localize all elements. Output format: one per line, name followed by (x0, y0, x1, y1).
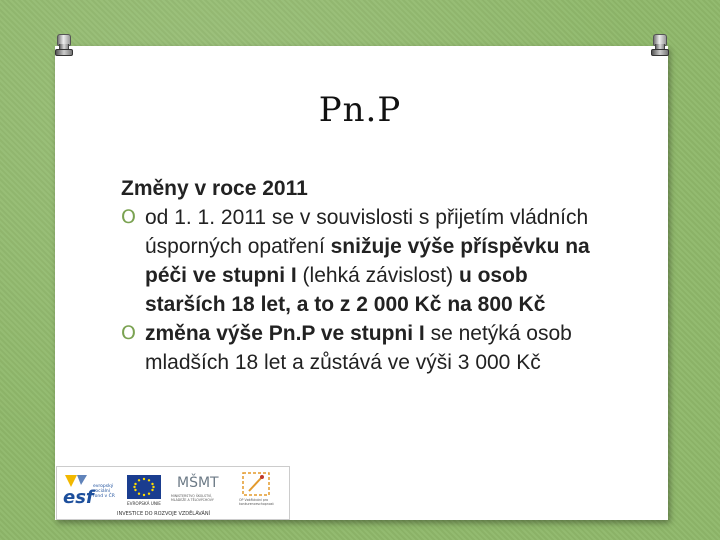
svg-text:OP Vzdělávání pro: OP Vzdělávání pro (239, 498, 269, 502)
msmt-text: MŠMT (177, 475, 219, 491)
bullet-marker: O (121, 206, 136, 228)
slide-title: Pn.P (318, 90, 402, 130)
esf-logo-icon (61, 471, 119, 508)
pushpin-left-icon (54, 34, 72, 52)
logos-footer: INVESTICE DO ROZVOJE VZDĚLÁVÁNÍ (117, 511, 211, 517)
bullet-1-text-b: (lehká závislost) (296, 264, 459, 287)
eu-flag-icon (127, 475, 161, 506)
svg-text:MINISTERSTVO ŠKOLSTVÍ,: MINISTERSTVO ŠKOLSTVÍ, (171, 494, 213, 498)
pushpin-right-icon (650, 34, 668, 52)
bullet-1-bold-a: snižuje výše příspěvku na péči ve stupni I (145, 235, 590, 287)
bullet-1-text: od 1. 1. 2011 se v souvislosti s přijetím vládních úsporných opatření (145, 206, 589, 258)
svg-text:MLÁDEŽE A TĚLOVÝCHOVY: MLÁDEŽE A TĚLOVÝCHOVY (171, 498, 214, 502)
svg-text:sociální: sociální (93, 489, 110, 494)
op-vk-logo-icon (239, 473, 274, 506)
bullet-marker: O (121, 322, 136, 344)
esf-text: esf (63, 487, 94, 508)
bullet-2-bold: změna výše Pn.P ve stupni I (145, 322, 425, 345)
bullet-2-text: se netýká osob mladších 18 let a zůstává ve výši 3 000 Kč (145, 322, 572, 374)
svg-text:fond v ČR: fond v ČR (93, 494, 115, 499)
slide-content (121, 174, 591, 377)
bullet-item-2 (121, 319, 591, 377)
eu-caption: EVROPSKÁ UNIE (127, 501, 161, 506)
msmt-logo-icon (171, 473, 219, 502)
section-heading: Změny v roce 2011 (121, 177, 308, 200)
svg-text:evropský: evropský (93, 484, 114, 489)
svg-text:konkurenceschopnost: konkurenceschopnost (239, 502, 274, 506)
bullet-1-bold-b: u osob starších 18 let, a to z 2 000 Kč na 800 Kč (145, 264, 546, 316)
bullet-item-1 (121, 203, 591, 319)
funding-logos (56, 466, 290, 520)
